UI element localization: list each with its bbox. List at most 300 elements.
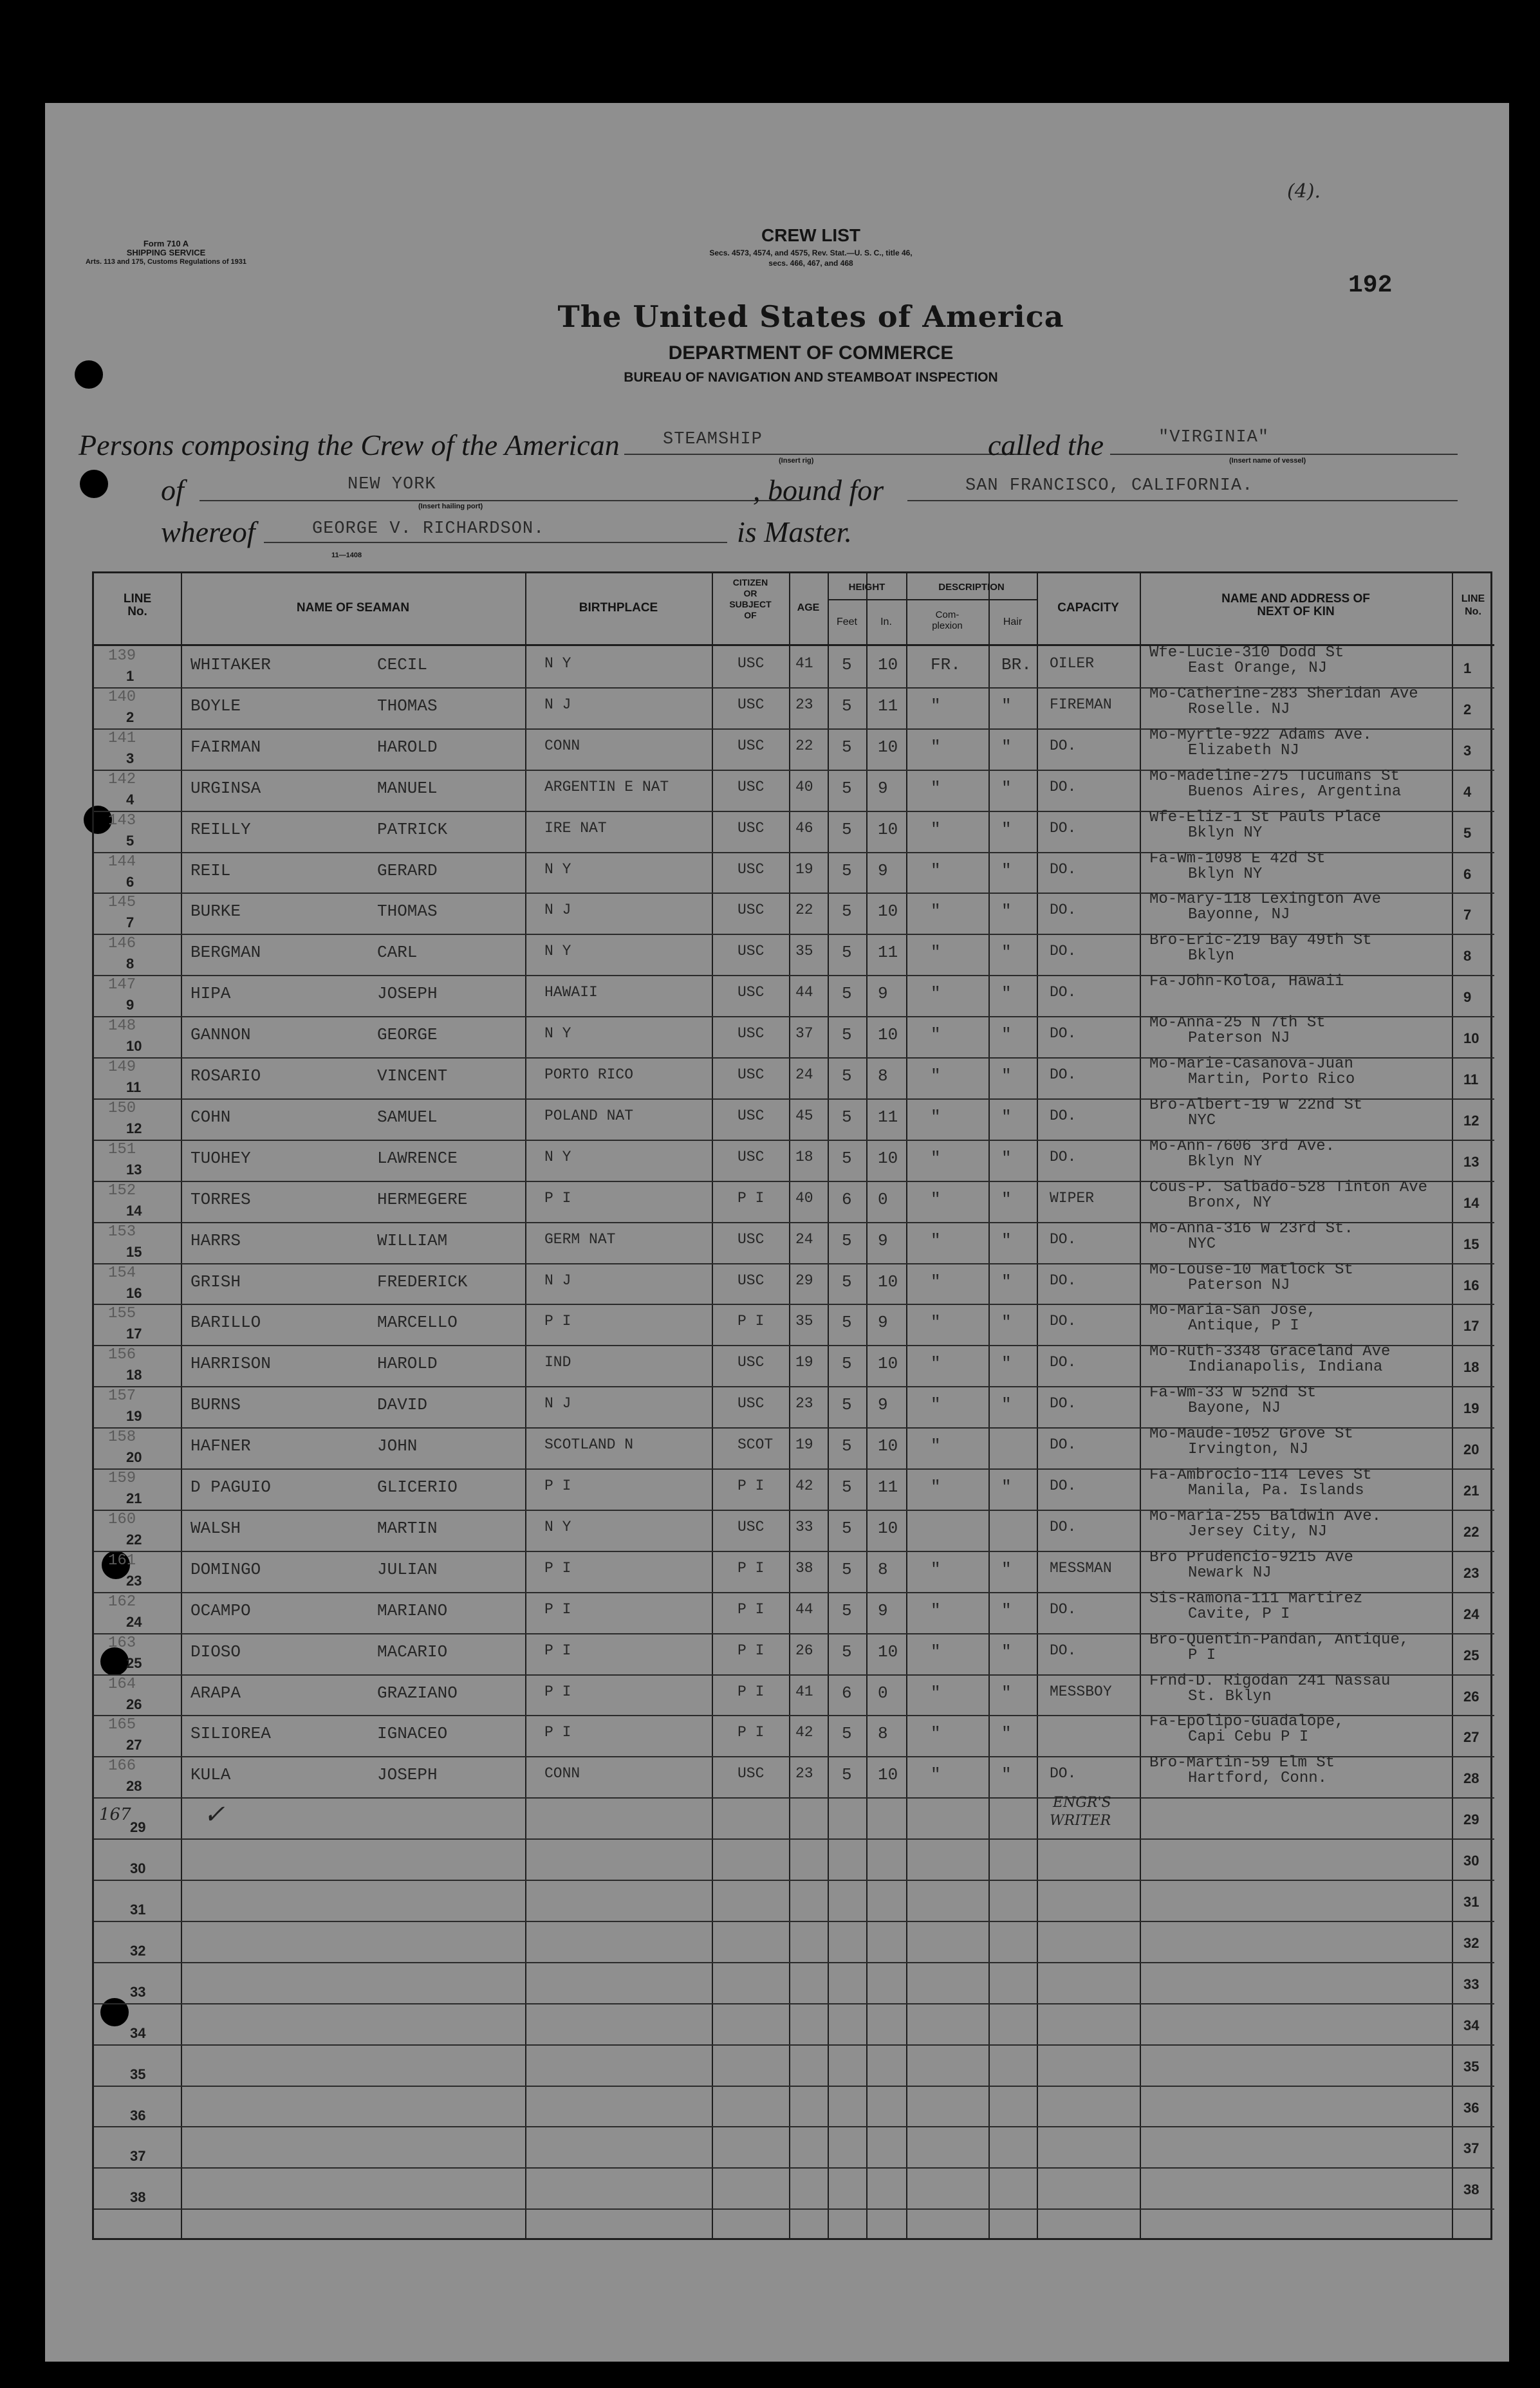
height-feet: 5 bbox=[842, 655, 852, 674]
citizen-of: USC bbox=[738, 737, 765, 754]
line-number-right: 35 bbox=[1463, 2059, 1480, 2075]
height-feet: 5 bbox=[842, 1066, 852, 1086]
hair: " bbox=[1001, 820, 1012, 839]
capacity: DO. bbox=[1050, 861, 1077, 878]
capacity: DO. bbox=[1050, 1313, 1077, 1329]
capacity: DO. bbox=[1050, 1107, 1077, 1124]
hair: " bbox=[1001, 984, 1012, 1003]
line-number-right: 26 bbox=[1463, 1689, 1480, 1705]
hair: " bbox=[1001, 1107, 1012, 1127]
col-line-no-right: LINE No. bbox=[1461, 593, 1485, 617]
table-row bbox=[94, 852, 1494, 893]
handwritten-line-number: 164 bbox=[108, 1676, 136, 1693]
seaman-surname: BURKE bbox=[190, 902, 241, 921]
complexion: FR. bbox=[931, 655, 961, 674]
height-feet: 5 bbox=[842, 820, 852, 839]
seaman-given-name: GRAZIANO bbox=[377, 1683, 458, 1703]
age: 44 bbox=[795, 984, 813, 1001]
next-of-kin-line-2: Indianapolis, Indiana bbox=[1188, 1358, 1383, 1376]
line-number-right: 4 bbox=[1463, 784, 1472, 800]
line-number: 26 bbox=[126, 1696, 142, 1712]
table-row bbox=[94, 975, 1494, 1016]
line-number-right: 1 bbox=[1463, 660, 1472, 676]
height-feet: 5 bbox=[842, 984, 852, 1003]
seaman-surname: WHITAKER bbox=[190, 655, 271, 674]
next-of-kin-line-2: St. Bklyn bbox=[1188, 1688, 1272, 1705]
line-number: 38 bbox=[130, 2189, 146, 2205]
handwritten-line-number: 163 bbox=[108, 1634, 136, 1652]
line-number: 30 bbox=[130, 1860, 146, 1876]
seaman-surname: GANNON bbox=[190, 1025, 251, 1044]
seaman-given-name: PATRICK bbox=[377, 820, 448, 839]
table-row bbox=[94, 1016, 1494, 1057]
col-feet: Feet bbox=[836, 616, 857, 627]
check-mark: ✓ bbox=[203, 1800, 225, 1829]
seaman-given-name: HERMEGERE bbox=[377, 1190, 468, 1209]
capacity: DO. bbox=[1050, 779, 1077, 795]
line-number: 2 bbox=[126, 709, 135, 725]
seaman-given-name: JOSEPH bbox=[377, 984, 438, 1003]
handwritten-line-number: 145 bbox=[108, 894, 136, 911]
age: 41 bbox=[795, 1683, 813, 1700]
seaman-given-name: GLICERIO bbox=[377, 1477, 458, 1497]
seaman-surname: TUOHEY bbox=[190, 1149, 251, 1168]
line-number-right: 9 bbox=[1463, 989, 1472, 1005]
seaman-given-name: THOMAS bbox=[377, 696, 438, 716]
table-row-empty bbox=[94, 2086, 1494, 2127]
next-of-kin-line-1: Wfe-Lucie-310 Dodd St bbox=[1149, 644, 1344, 662]
country-heading: The United States of America bbox=[557, 299, 1064, 334]
line-number: 32 bbox=[130, 1943, 146, 1959]
citizen-of: P I bbox=[738, 1642, 765, 1659]
seaman-surname: REIL bbox=[190, 861, 231, 880]
table-row bbox=[94, 1592, 1494, 1633]
citizen-of: P I bbox=[738, 1190, 765, 1207]
table-row-empty bbox=[94, 1880, 1494, 1921]
col-next-of-kin: NAME AND ADDRESS OF NEXT OF KIN bbox=[1221, 592, 1370, 618]
seaman-surname: D PAGUIO bbox=[190, 1477, 271, 1497]
handwritten-line-number: 139 bbox=[108, 647, 136, 665]
citizen-of: USC bbox=[738, 655, 765, 672]
next-of-kin-line-1: Fa-Wm-1098 E 42d St bbox=[1149, 850, 1326, 867]
next-of-kin-line-1: Frnd-D. Rigodan 241 Nassau bbox=[1149, 1672, 1391, 1690]
birthplace: P I bbox=[544, 1560, 571, 1577]
next-of-kin-line-2: Capi Cebu P I bbox=[1188, 1728, 1309, 1746]
table-row bbox=[94, 1304, 1494, 1345]
table-row-empty bbox=[94, 2167, 1494, 2208]
bureau-heading: BUREAU OF NAVIGATION AND STEAMBOAT INSPECTION bbox=[624, 370, 998, 385]
height-feet: 5 bbox=[842, 1272, 852, 1291]
height-inches: 8 bbox=[878, 1724, 888, 1743]
height-feet: 5 bbox=[842, 1313, 852, 1332]
seaman-given-name: DAVID bbox=[377, 1395, 428, 1414]
next-of-kin-line-2: Paterson NJ bbox=[1188, 1030, 1290, 1047]
age: 37 bbox=[795, 1025, 813, 1042]
line-number-right: 30 bbox=[1463, 1853, 1480, 1869]
seaman-given-name: CECIL bbox=[377, 655, 428, 674]
is-master-text: is Master. bbox=[737, 515, 852, 548]
complexion: " bbox=[931, 820, 941, 839]
table-row bbox=[94, 1510, 1494, 1551]
hair: " bbox=[1001, 1149, 1012, 1168]
hair: " bbox=[1001, 1642, 1012, 1661]
birthplace: N J bbox=[544, 1395, 571, 1412]
hair: " bbox=[1001, 696, 1012, 716]
capacity: DO. bbox=[1050, 902, 1077, 918]
seaman-given-name: HAROLD bbox=[377, 737, 438, 757]
next-of-kin-line-1: Bro-Albert-19 W 22nd St bbox=[1149, 1097, 1363, 1114]
line-number: 3 bbox=[126, 750, 135, 766]
table-row bbox=[94, 1715, 1494, 1756]
handwritten-line-number: 154 bbox=[108, 1264, 136, 1282]
hair: " bbox=[1001, 902, 1012, 921]
line-number-right: 27 bbox=[1463, 1729, 1480, 1745]
col-inches: In. bbox=[880, 616, 892, 627]
capacity: FIREMAN bbox=[1050, 696, 1112, 713]
complexion: " bbox=[931, 1354, 941, 1373]
birthplace: CONN bbox=[544, 737, 580, 754]
height-feet: 5 bbox=[842, 1025, 852, 1044]
birthplace: P I bbox=[544, 1477, 571, 1494]
table-row-empty bbox=[94, 2126, 1494, 2167]
birthplace: ARGENTIN E NAT bbox=[544, 779, 669, 795]
hair: BR. bbox=[1001, 655, 1032, 674]
line-number: 28 bbox=[126, 1778, 142, 1794]
citizen-of: USC bbox=[738, 1231, 765, 1248]
height-inches: 10 bbox=[878, 1354, 898, 1373]
seaman-surname: OCAMPO bbox=[190, 1601, 251, 1620]
hair: " bbox=[1001, 1272, 1012, 1291]
line-number-right: 18 bbox=[1463, 1359, 1480, 1375]
height-inches: 8 bbox=[878, 1066, 888, 1086]
table-row-empty bbox=[94, 1921, 1494, 1962]
table-row bbox=[94, 646, 1494, 687]
citizen-of: SCOT bbox=[738, 1436, 774, 1453]
col-birthplace: BIRTHPLACE bbox=[579, 601, 658, 615]
seaman-given-name: MARCELLO bbox=[377, 1313, 458, 1332]
capacity: DO. bbox=[1050, 1477, 1077, 1494]
line-number: 22 bbox=[126, 1532, 142, 1548]
next-of-kin-line-2: Cavite, P I bbox=[1188, 1606, 1290, 1623]
age: 19 bbox=[795, 1354, 813, 1371]
next-of-kin-line-1: Cous-P. Salbado-528 Tinton Ave bbox=[1149, 1179, 1428, 1196]
line-number: 15 bbox=[126, 1244, 142, 1260]
complexion: " bbox=[931, 1395, 941, 1414]
capacity: DO. bbox=[1050, 1272, 1077, 1289]
seaman-given-name: FREDERICK bbox=[377, 1272, 468, 1291]
seaman-surname: HAFNER bbox=[190, 1436, 251, 1456]
table-row bbox=[94, 1098, 1494, 1140]
seaman-given-name: MARTIN bbox=[377, 1519, 438, 1538]
birthplace: N J bbox=[544, 1272, 571, 1289]
hair: " bbox=[1001, 1190, 1012, 1209]
next-of-kin-line-2: Buenos Aires, Argentina bbox=[1188, 783, 1402, 801]
capacity: DO. bbox=[1050, 1765, 1077, 1782]
handwritten-line-number: 147 bbox=[108, 976, 136, 994]
handwritten-line-number: 148 bbox=[108, 1017, 136, 1035]
seaman-surname: HARRS bbox=[190, 1231, 241, 1250]
height-inches: 9 bbox=[878, 1395, 888, 1414]
handwritten-line-number: 149 bbox=[108, 1059, 136, 1076]
handwritten-line-number: 158 bbox=[108, 1429, 136, 1446]
birthplace: P I bbox=[544, 1313, 571, 1329]
next-of-kin-line-2: NYC bbox=[1188, 1236, 1216, 1253]
page-number: (4). bbox=[1287, 180, 1321, 203]
next-of-kin-line-1: Bro-Martin-59 Elm St bbox=[1149, 1754, 1335, 1772]
seaman-given-name: MANUEL bbox=[377, 779, 438, 798]
line-number: 6 bbox=[126, 874, 135, 890]
table-row bbox=[94, 770, 1494, 811]
citizen-of: USC bbox=[738, 861, 765, 878]
line-number: 34 bbox=[130, 2025, 146, 2041]
line-number-right: 36 bbox=[1463, 2100, 1480, 2116]
next-of-kin-line-1: Mo-Maria-255 Baldwin Ave. bbox=[1149, 1508, 1382, 1525]
hair: " bbox=[1001, 1025, 1012, 1044]
line-number-right: 25 bbox=[1463, 1647, 1480, 1663]
height-inches: 10 bbox=[878, 1149, 898, 1168]
next-of-kin-line-1: Mo-Maude-1052 Grove St bbox=[1149, 1425, 1353, 1443]
table-row bbox=[94, 1057, 1494, 1098]
handwritten-line-number: 143 bbox=[108, 812, 136, 829]
birthplace: N Y bbox=[544, 655, 571, 672]
citizen-of: P I bbox=[738, 1560, 765, 1577]
handwritten-line-number: 156 bbox=[108, 1346, 136, 1364]
birthplace: HAWAII bbox=[544, 984, 598, 1001]
citizen-of: P I bbox=[738, 1477, 765, 1494]
table-row bbox=[94, 1468, 1494, 1510]
complexion: " bbox=[931, 1477, 941, 1497]
citizen-of: P I bbox=[738, 1683, 765, 1700]
complexion: " bbox=[931, 1149, 941, 1168]
height-inches: 10 bbox=[878, 1272, 898, 1291]
height-feet: 5 bbox=[842, 943, 852, 962]
table-row bbox=[94, 811, 1494, 852]
height-feet: 5 bbox=[842, 1149, 852, 1168]
next-of-kin-line-1: Mo-Madeline-275 Tucumans St bbox=[1149, 768, 1400, 785]
handwritten-line-number: 153 bbox=[108, 1223, 136, 1241]
hair: " bbox=[1001, 1354, 1012, 1373]
crew-table bbox=[92, 571, 1492, 2240]
height-feet: 6 bbox=[842, 1683, 852, 1703]
line-number: 35 bbox=[130, 2066, 146, 2082]
height-inches: 10 bbox=[878, 820, 898, 839]
citizen-of: USC bbox=[738, 1354, 765, 1371]
col-name: NAME OF SEAMAN bbox=[296, 601, 410, 615]
seaman-surname: ROSARIO bbox=[190, 1066, 261, 1086]
height-feet: 5 bbox=[842, 1436, 852, 1456]
complexion: " bbox=[931, 1560, 941, 1579]
height-inches: 11 bbox=[878, 943, 898, 962]
line-number-right: 31 bbox=[1463, 1894, 1480, 1910]
capacity-note-line-1: ENGR'S bbox=[1053, 1795, 1111, 1811]
hair: " bbox=[1001, 1724, 1012, 1743]
line-number-right: 10 bbox=[1463, 1030, 1480, 1046]
height-inches: 9 bbox=[878, 1601, 888, 1620]
line-number: 5 bbox=[126, 833, 135, 849]
handwritten-line-number: 155 bbox=[108, 1305, 136, 1322]
table-row bbox=[94, 893, 1494, 934]
handwritten-line-number: 162 bbox=[108, 1593, 136, 1611]
capacity: DO. bbox=[1050, 1066, 1077, 1083]
birthplace: P I bbox=[544, 1601, 571, 1618]
table-row-empty bbox=[94, 1962, 1494, 2003]
hair: " bbox=[1001, 1395, 1012, 1414]
line-number: 21 bbox=[126, 1490, 142, 1506]
line-number: 18 bbox=[126, 1367, 142, 1383]
next-of-kin-line-2: Bronx, NY bbox=[1188, 1194, 1272, 1212]
line-number-right: 8 bbox=[1463, 948, 1472, 964]
next-of-kin-line-2: P I bbox=[1188, 1647, 1216, 1664]
seaman-surname: BERGMAN bbox=[190, 943, 261, 962]
line-number-right: 6 bbox=[1463, 866, 1472, 882]
birthplace: SCOTLAND N bbox=[544, 1436, 634, 1453]
age: 35 bbox=[795, 1313, 813, 1329]
hair: " bbox=[1001, 1313, 1012, 1332]
height-inches: 9 bbox=[878, 1231, 888, 1250]
table-row bbox=[94, 1181, 1494, 1222]
birthplace: N J bbox=[544, 696, 571, 713]
handwritten-line-number: 166 bbox=[108, 1757, 136, 1775]
line-number-right: 12 bbox=[1463, 1113, 1480, 1129]
seaman-given-name: JOHN bbox=[377, 1436, 418, 1456]
bound-for-text: , bound for bbox=[753, 474, 884, 506]
next-of-kin-line-2: Elizabeth NJ bbox=[1188, 742, 1299, 759]
complexion: " bbox=[931, 1683, 941, 1703]
line-number-right: 11 bbox=[1463, 1071, 1479, 1088]
line-number-right: 32 bbox=[1463, 1935, 1480, 1951]
line-number-right: 24 bbox=[1463, 1606, 1480, 1622]
col-description: DESCRIPTION bbox=[938, 582, 1005, 593]
seaman-surname: HIPA bbox=[190, 984, 231, 1003]
complexion: " bbox=[931, 1272, 941, 1291]
seaman-given-name: JULIAN bbox=[377, 1560, 438, 1579]
height-feet: 5 bbox=[842, 1231, 852, 1250]
capacity: DO. bbox=[1050, 737, 1077, 754]
line-number: 23 bbox=[126, 1573, 142, 1589]
height-inches: 9 bbox=[878, 984, 888, 1003]
height-feet: 5 bbox=[842, 696, 852, 716]
seaman-given-name: GEORGE bbox=[377, 1025, 438, 1044]
line-number: 29 bbox=[130, 1819, 146, 1835]
seaman-surname: BARILLO bbox=[190, 1313, 261, 1332]
line-number: 11 bbox=[126, 1079, 142, 1095]
complexion: " bbox=[931, 943, 941, 962]
line-number: 8 bbox=[126, 956, 135, 972]
height-inches: 10 bbox=[878, 655, 898, 674]
next-of-kin-line-1: Wfe-Eliz-1 St Pauls Place bbox=[1149, 809, 1382, 826]
seaman-surname: ARAPA bbox=[190, 1683, 241, 1703]
next-of-kin-line-1: Mo-Ann-7606 3rd Ave. bbox=[1149, 1138, 1335, 1155]
next-of-kin-line-2: Irvington, NJ bbox=[1188, 1441, 1309, 1458]
table-row bbox=[94, 1674, 1494, 1716]
birthplace: P I bbox=[544, 1642, 571, 1659]
age: 24 bbox=[795, 1231, 813, 1248]
birthplace: CONN bbox=[544, 1765, 580, 1782]
line-number: 31 bbox=[130, 1902, 146, 1918]
next-of-kin-line-1: Mo-Maria-San Jose, bbox=[1149, 1302, 1317, 1319]
citizen-of: USC bbox=[738, 1519, 765, 1535]
age: 23 bbox=[795, 1765, 813, 1782]
next-of-kin-line-2: Bklyn NY bbox=[1188, 824, 1263, 842]
handwritten-line-number: 150 bbox=[108, 1100, 136, 1117]
next-of-kin-line-1: Fa-John-Koloa, Hawaii bbox=[1149, 973, 1344, 990]
seaman-surname: COHN bbox=[190, 1107, 231, 1127]
line-number: 10 bbox=[126, 1038, 142, 1054]
hair: " bbox=[1001, 1066, 1012, 1086]
seaman-given-name: THOMAS bbox=[377, 902, 438, 921]
master-value: GEORGE V. RICHARDSON. bbox=[312, 519, 545, 539]
line-number-right: 38 bbox=[1463, 2181, 1480, 2198]
next-of-kin-line-2: Bklyn NY bbox=[1188, 1153, 1263, 1171]
line-number-right: 2 bbox=[1463, 701, 1472, 717]
citizen-of: P I bbox=[738, 1601, 765, 1618]
height-feet: 5 bbox=[842, 861, 852, 880]
seaman-given-name: SAMUEL bbox=[377, 1107, 438, 1127]
capacity: DO. bbox=[1050, 1436, 1077, 1453]
citizen-of: USC bbox=[738, 1149, 765, 1165]
height-inches: 9 bbox=[878, 861, 888, 880]
handwritten-line-number: 151 bbox=[108, 1141, 136, 1158]
next-of-kin-line-1: Sis-Ramona-111 Martirez bbox=[1149, 1590, 1363, 1607]
height-feet: 5 bbox=[842, 1354, 852, 1373]
handwritten-line-number: 161 bbox=[108, 1552, 136, 1569]
line-number-right: 33 bbox=[1463, 1976, 1480, 1992]
citizen-of: USC bbox=[738, 1107, 765, 1124]
height-feet: 5 bbox=[842, 1601, 852, 1620]
birthplace: IND bbox=[544, 1354, 571, 1371]
handwritten-line-number: 165 bbox=[108, 1716, 136, 1734]
line-number: 20 bbox=[126, 1449, 142, 1465]
line-number-right: 21 bbox=[1463, 1483, 1480, 1499]
birthplace: GERM NAT bbox=[544, 1231, 616, 1248]
birthplace: P I bbox=[544, 1724, 571, 1741]
handwritten-line-number: 140 bbox=[108, 689, 136, 706]
handwritten-line-number: 141 bbox=[108, 730, 136, 747]
line-number: 37 bbox=[130, 2148, 146, 2164]
complexion: " bbox=[931, 861, 941, 880]
capacity-note-line-2: WRITER bbox=[1050, 1813, 1111, 1829]
citizen-of: USC bbox=[738, 1066, 765, 1083]
complexion: " bbox=[931, 1231, 941, 1250]
statute-line: Secs. 4573, 4574, and 4575, Rev. Stat.—U. S. C., title 46, bbox=[709, 248, 913, 257]
capacity: DO. bbox=[1050, 1149, 1077, 1165]
age: 40 bbox=[795, 1190, 813, 1207]
next-of-kin-line-1: Bro-Quentin-Pandan, Antique, bbox=[1149, 1631, 1409, 1649]
height-feet: 5 bbox=[842, 1107, 852, 1127]
capacity: WIPER bbox=[1050, 1190, 1095, 1207]
age: 24 bbox=[795, 1066, 813, 1083]
hair: " bbox=[1001, 1560, 1012, 1579]
complexion: " bbox=[931, 1642, 941, 1661]
height-feet: 5 bbox=[842, 1395, 852, 1414]
capacity: DO. bbox=[1050, 943, 1077, 959]
punch-hole bbox=[80, 470, 108, 498]
height-inches: 0 bbox=[878, 1190, 888, 1209]
line-number: 19 bbox=[126, 1408, 142, 1424]
table-row bbox=[94, 1756, 1494, 1797]
next-of-kin-line-1: Mo-Anna-316 W 23rd St. bbox=[1149, 1220, 1353, 1237]
height-feet: 5 bbox=[842, 779, 852, 798]
capacity: DO. bbox=[1050, 1642, 1077, 1659]
age: 19 bbox=[795, 1436, 813, 1453]
capacity: MESSMAN bbox=[1050, 1560, 1112, 1577]
vessel-caption: (Insert name of vessel) bbox=[1229, 457, 1306, 465]
handwritten-line-number: 157 bbox=[108, 1387, 136, 1405]
table-row bbox=[94, 1263, 1494, 1304]
next-of-kin-line-1: Mo-Ruth-3348 Graceland Ave bbox=[1149, 1343, 1391, 1360]
citizen-of: USC bbox=[738, 1272, 765, 1289]
age: 44 bbox=[795, 1601, 813, 1618]
